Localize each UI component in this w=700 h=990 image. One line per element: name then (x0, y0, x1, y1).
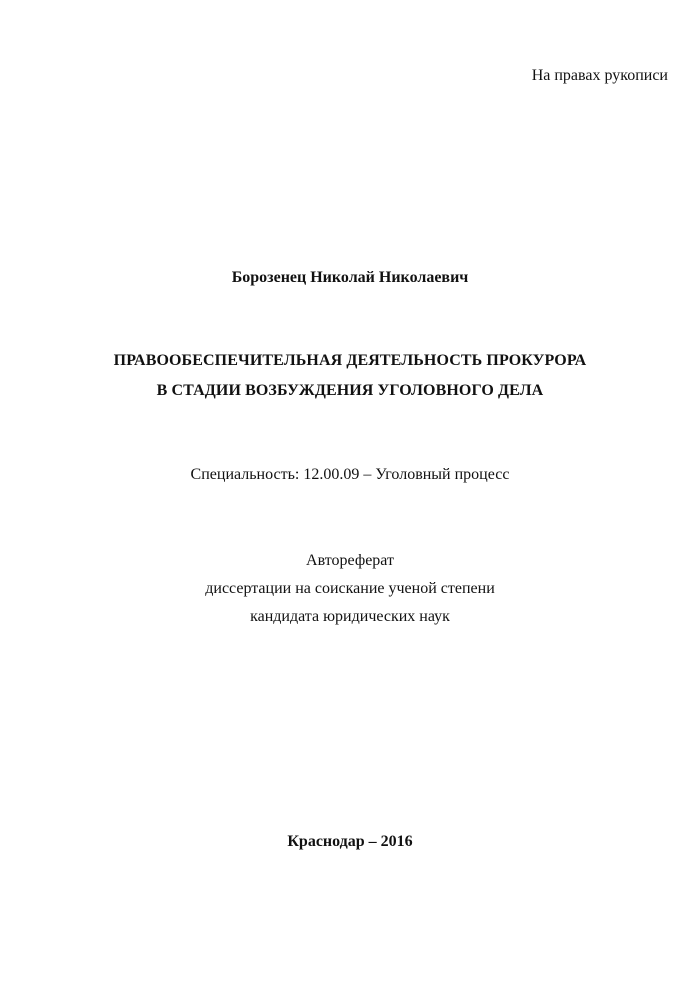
abstract-description: диссертации на соискание ученой степени (205, 580, 495, 597)
author-name: Борозенец Николай Николаевич (231, 269, 469, 286)
title-line-2: В СТАДИИ ВОЗБУЖДЕНИЯ УГОЛОВНОГО ДЕЛА (156, 382, 544, 399)
place-and-year: Краснодар – 2016 (287, 833, 413, 850)
manuscript-note: На правах рукописи (531, 67, 668, 84)
abstract-label: Автореферат (306, 552, 394, 569)
title-line-1: ПРАВООБЕСПЕЧИТЕЛЬНАЯ ДЕЯТЕЛЬНОСТЬ ПРОКУРОРА (113, 352, 587, 369)
academic-degree: кандидата юридических наук (250, 608, 450, 625)
specialty-line: Специальность: 12.00.09 – Уголовный процесс (190, 466, 510, 483)
